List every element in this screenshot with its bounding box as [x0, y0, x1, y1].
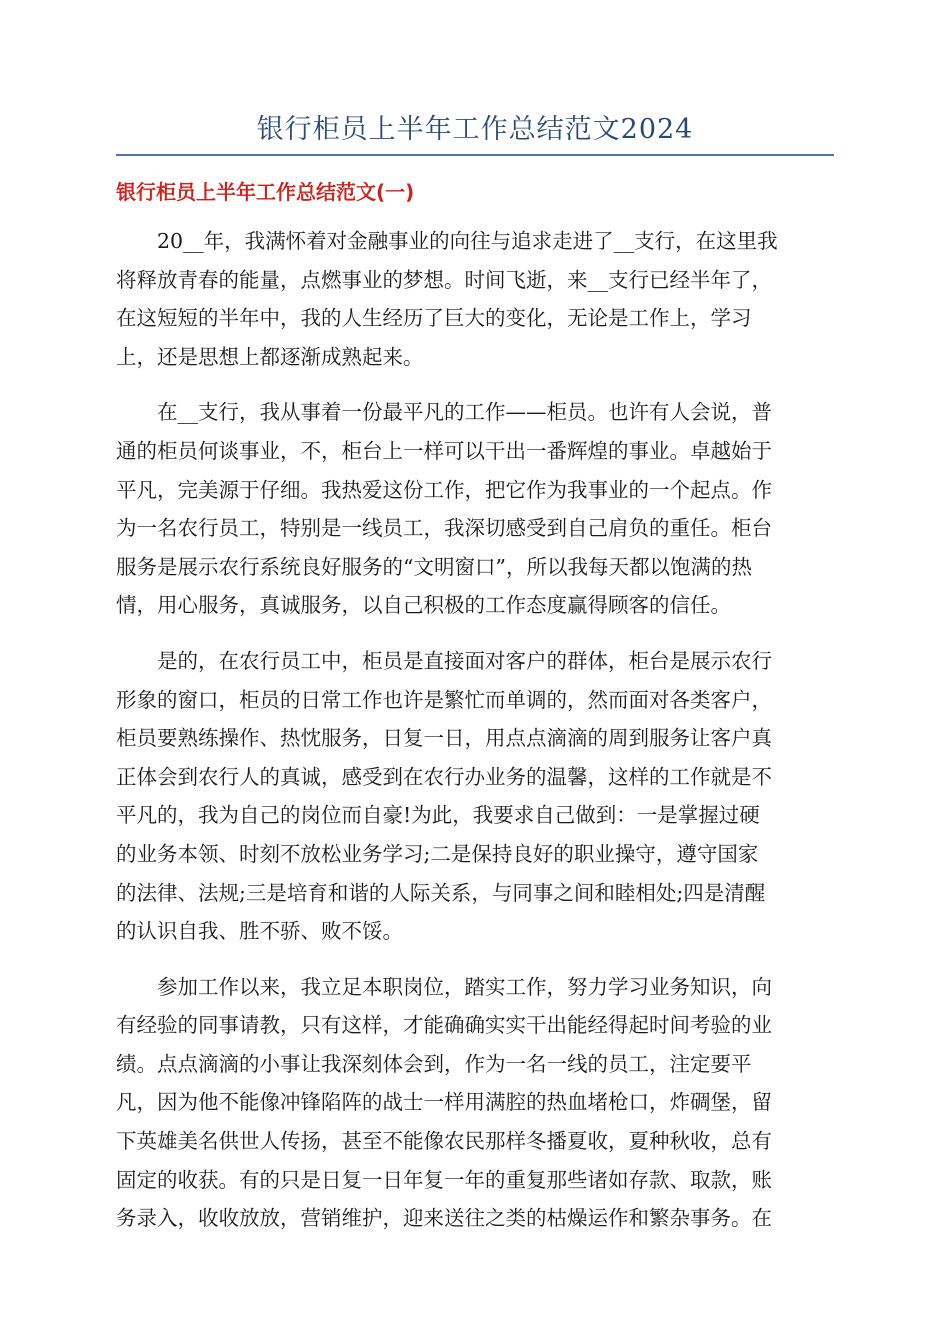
- document-title: 银行柜员上半年工作总结范文2024: [256, 114, 694, 145]
- paragraph-line: 下英雄美名供世人传扬，甚至不能像农民那样冬播夏收，夏种秋收，总有: [116, 1129, 772, 1154]
- paragraph: [116, 968, 834, 1238]
- paragraph-line: 柜员要熟练操作、热忱服务，日复一日，用点点滴滴的周到服务让客户真: [116, 726, 772, 751]
- paragraph-line: 20__年，我满怀着对金融事业的向往与追求走进了__支行，在这里我: [157, 229, 778, 253]
- paragraph-line: 的认识自我、胜不骄、败不馁。: [116, 919, 403, 944]
- paragraph-line: 固定的收获。有的只是日复一日年复一年的重复那些诸如存款、取款，账: [116, 1167, 772, 1192]
- paragraph-line: 有经验的同事请教，只有这样，才能确确实实干出能经得起时间考验的业: [116, 1013, 772, 1038]
- paragraph-line: 上，还是思想上都逐渐成熟起来。: [116, 344, 424, 369]
- paragraph-line: 平凡，完美源于仔细。我热爱这份工作，把它作为我事业的一个起点。作: [116, 477, 772, 502]
- paragraph-line: 为一名农行员工，特别是一线员工，我深切感受到自己肩负的重任。柜台: [116, 516, 772, 541]
- paragraph-line: 绩。点点滴滴的小事让我深刻体会到，作为一名一线的员工，注定要平: [116, 1051, 752, 1076]
- paragraph-line: 的业务本领、时刻不放松业务学习;二是保持良好的职业操守，遵守国家: [116, 841, 759, 866]
- paragraph-line: 凡，因为他不能像冲锋陷阵的战士一样用满腔的热血堵枪口，炸碉堡，留: [116, 1090, 772, 1115]
- paragraph-line: 形象的窗口，柜员的日常工作也许是繁忙而单调的，然而面对各类客户，: [116, 687, 772, 712]
- paragraph-line: 正体会到农行人的真诚，感受到在农行办业务的温馨，这样的工作就是不: [116, 764, 772, 789]
- title-underline: [116, 154, 834, 156]
- paragraph-line: 通的柜员何谈事业，不，柜台上一样可以干出一番辉煌的事业。卓越始于: [116, 438, 772, 463]
- section-heading: 银行柜员上半年工作总结范文(一): [116, 180, 415, 204]
- document-body: [116, 222, 834, 1255]
- paragraph: [116, 393, 834, 625]
- paragraph-line: 情，用心服务，真诚服务，以自己积极的工作态度赢得顾客的信任。: [116, 593, 731, 618]
- paragraph-line: 将释放青春的能量，点燃事业的梦想。时间飞逝，来__支行已经半年了，: [116, 267, 772, 292]
- paragraph-line: 的法律、法规;三是培育和谐的人际关系，与同事之间和睦相处;四是清醒: [116, 880, 766, 905]
- paragraph-line: 参加工作以来，我立足本职岗位，踏实工作，努力学习业务知识，向: [157, 974, 772, 999]
- paragraph: [116, 222, 834, 376]
- paragraph-line: 在__支行，我从事着一份最平凡的工作——柜员。也许有人会说，普: [157, 400, 772, 425]
- paragraph: [116, 642, 834, 951]
- paragraph-line: 服务是展示农行系统良好服务的“文明窗口”，所以我每天都以饱满的热: [116, 554, 752, 579]
- paragraph-line: 是的，在农行员工中，柜员是直接面对客户的群体，柜台是展示农行: [157, 648, 772, 673]
- paragraph-line: 在这短短的半年中，我的人生经历了巨大的变化，无论是工作上，学习: [116, 306, 752, 331]
- paragraph-line: 平凡的，我为自己的岗位而自豪!为此，我要求自己做到：一是掌握过硬: [116, 803, 760, 828]
- paragraph-line: 务录入，收收放放，营销维护，迎来送往之类的枯燥运作和繁杂事务。在: [116, 1206, 772, 1231]
